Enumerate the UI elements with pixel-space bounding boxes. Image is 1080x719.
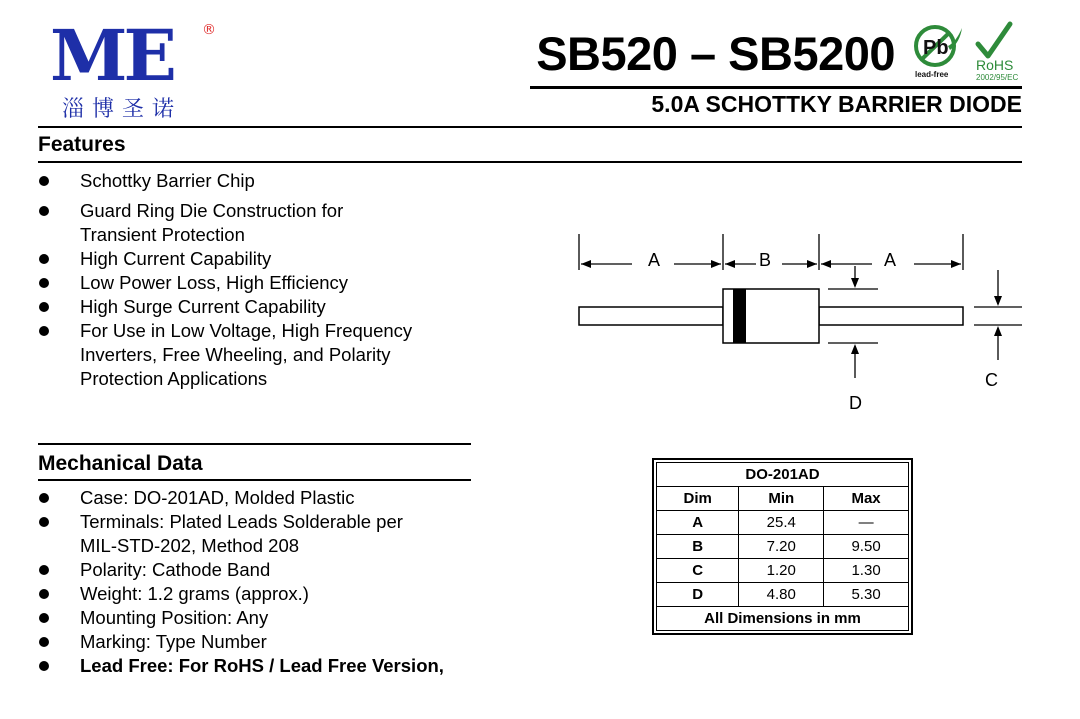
rohs-badge — [972, 20, 1024, 82]
arrow-up-icon — [994, 326, 1002, 336]
mechanical-text: Weight: 1.2 grams (approx.) — [80, 583, 309, 604]
lead-free-caption: lead-free — [915, 70, 949, 79]
lead-left — [579, 307, 723, 325]
feature-item — [38, 319, 412, 391]
lead-free-badge — [908, 20, 966, 82]
bullet-icon — [39, 326, 49, 336]
feature-text: Protection Applications — [80, 368, 268, 389]
table-header-row — [657, 487, 909, 511]
dim-key: A — [657, 511, 739, 535]
mechanical-text: Case: DO-201AD, Molded Plastic — [80, 487, 355, 508]
bullet-icon — [39, 254, 49, 264]
feature-text: High Surge Current Capability — [80, 296, 326, 317]
mechanical-heading: Mechanical Data — [38, 452, 203, 475]
bullet-icon — [39, 613, 49, 623]
label-b: B — [759, 250, 772, 270]
table-row — [657, 583, 909, 607]
dim-max: 9.50 — [824, 535, 909, 559]
package-name: DO-201AD — [657, 463, 909, 487]
part-subtitle: 5.0A SCHOTTKY BARRIER DIODE — [651, 91, 1022, 117]
feature-item — [38, 271, 412, 295]
table-row — [657, 559, 909, 583]
bullet-icon — [39, 176, 49, 186]
features-list — [38, 169, 412, 391]
arrow-down-icon — [851, 278, 859, 288]
column-header: Max — [824, 487, 909, 511]
column-header: Min — [739, 487, 824, 511]
arrow-left-icon — [821, 260, 831, 268]
label-a-left: A — [648, 250, 661, 270]
dim-min: 25.4 — [739, 511, 824, 535]
mechanical-bottom-rule — [38, 479, 471, 481]
feature-item — [38, 295, 412, 319]
features-heading: Features — [38, 133, 126, 156]
dim-key: B — [657, 535, 739, 559]
dim-max: 5.30 — [824, 583, 909, 607]
feature-item — [38, 199, 412, 247]
checkmark-icon — [978, 24, 1010, 56]
registered-mark: ® — [202, 22, 216, 38]
table-row — [657, 511, 909, 535]
mechanical-text: Marking: Type Number — [80, 631, 267, 652]
pb-symbol: Pb — [923, 37, 949, 59]
mechanical-item — [38, 606, 444, 630]
dim-max: 1.30 — [824, 559, 909, 583]
arrow-left-icon — [581, 260, 591, 268]
feature-item — [38, 169, 412, 193]
mechanical-item — [38, 630, 444, 654]
feature-text: Low Power Loss, High Efficiency — [80, 272, 349, 293]
dim-max: — — [824, 511, 909, 535]
feature-item — [38, 247, 412, 271]
bullet-icon — [39, 493, 49, 503]
mechanical-list — [38, 486, 444, 678]
bullet-icon — [39, 589, 49, 599]
bullet-icon — [39, 637, 49, 647]
mechanical-text: Mounting Position: Any — [80, 607, 269, 628]
table-row — [657, 535, 909, 559]
table-footer-row — [657, 607, 909, 631]
label-c: C — [985, 370, 998, 390]
mechanical-text: Polarity: Cathode Band — [80, 559, 271, 580]
bullet-icon — [39, 661, 49, 671]
dim-min: 1.20 — [739, 559, 824, 583]
bullet-icon — [39, 565, 49, 575]
arrow-up-icon — [851, 344, 859, 354]
mechanical-text: Lead Free: For RoHS / Lead Free Version, — [80, 655, 444, 676]
mechanical-item — [38, 558, 444, 582]
features-bottom-rule — [38, 161, 1022, 163]
arrow-left-icon — [725, 260, 735, 268]
feature-text: High Current Capability — [80, 248, 272, 269]
package-outline-diagram — [570, 226, 1040, 426]
dim-key: D — [657, 583, 739, 607]
dimensions-table — [652, 458, 913, 635]
mechanical-top-rule — [38, 443, 471, 445]
feature-text: Guard Ring Die Construction for — [80, 200, 344, 221]
cathode-band — [733, 289, 746, 343]
mechanical-item — [38, 510, 444, 558]
lead-right — [819, 307, 963, 325]
mechanical-item — [38, 582, 444, 606]
bullet-icon — [39, 302, 49, 312]
arrow-down-icon — [994, 296, 1002, 306]
dim-min: 4.80 — [739, 583, 824, 607]
brand-chinese-name: 淄博圣诺 — [62, 97, 183, 122]
rohs-label: RoHS — [976, 57, 1014, 73]
dim-key: C — [657, 559, 739, 583]
bullet-icon — [39, 517, 49, 527]
title-rule — [530, 86, 1022, 89]
mechanical-item — [38, 486, 444, 510]
bullet-icon — [39, 206, 49, 216]
mechanical-item-lead-free — [38, 654, 444, 678]
dim-min: 7.20 — [739, 535, 824, 559]
column-header: Dim — [657, 487, 739, 511]
bullet-icon — [39, 278, 49, 288]
table-footer: All Dimensions in mm — [657, 607, 909, 631]
part-range-title: SB520 – SB5200 — [536, 27, 895, 80]
feature-text: Inverters, Free Wheeling, and Polarity — [80, 344, 391, 365]
arrow-right-icon — [711, 260, 721, 268]
rohs-caption: 2002/95/EC — [976, 73, 1019, 82]
table-title-row — [657, 463, 909, 487]
mechanical-text: Terminals: Plated Leads Solderable per — [80, 511, 403, 532]
features-top-rule — [38, 126, 1022, 128]
dimensions-table-grid — [656, 462, 909, 631]
brand-logo-text: ME — [50, 18, 173, 90]
label-a-right: A — [884, 250, 897, 270]
mechanical-text: MIL-STD-202, Method 208 — [80, 535, 300, 556]
feature-text: For Use in Low Voltage, High Frequency — [80, 320, 413, 341]
label-d: D — [849, 393, 862, 413]
feature-text: Transient Protection — [80, 224, 245, 245]
arrow-right-icon — [951, 260, 961, 268]
feature-text: Schottky Barrier Chip — [80, 170, 255, 191]
arrow-right-icon — [807, 260, 817, 268]
brand-logo — [46, 18, 218, 90]
